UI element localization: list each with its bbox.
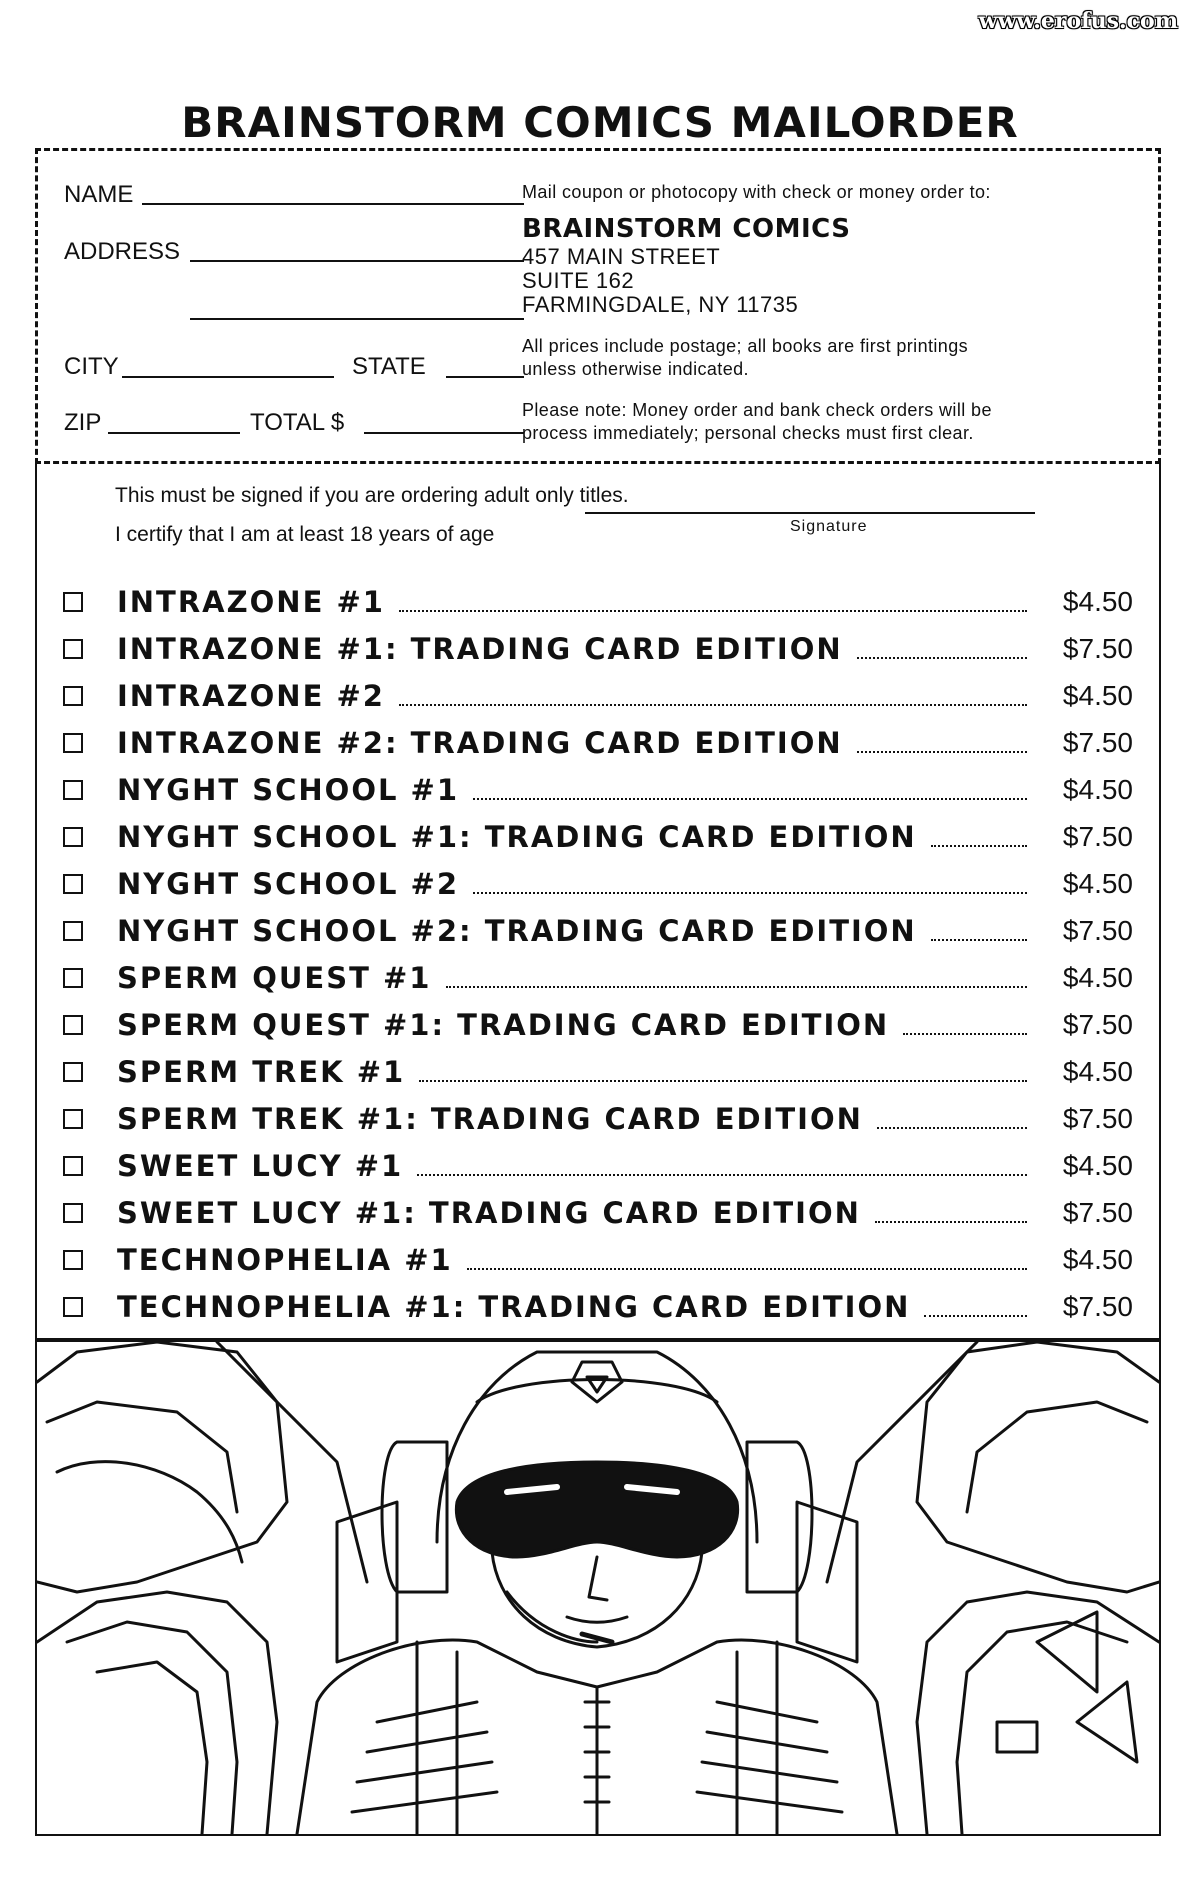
item-title: NYGHT SCHOOL #2: TRADING CARD EDITION [117,914,917,948]
item-title: SPERM QUEST #1: TRADING CARD EDITION [117,1008,890,1042]
item-title: NYGHT SCHOOL #1 [117,773,460,807]
order-checkbox[interactable] [63,686,83,706]
order-checkbox[interactable] [63,968,83,988]
item-title: SPERM QUEST #1 [117,961,432,995]
item-title: NYGHT SCHOOL #1: TRADING CARD EDITION [117,820,917,854]
order-item [63,723,1133,763]
leader-dots [473,798,1027,800]
order-checkbox[interactable] [63,733,83,753]
order-item [63,1099,1133,1139]
item-title: SWEET LUCY #1 [117,1149,404,1183]
leader-dots [924,1315,1027,1317]
address-field-line2[interactable] [190,318,524,320]
address-field-line1[interactable] [190,260,524,262]
leader-dots [857,657,1027,659]
order-item [63,817,1133,857]
order-checkbox[interactable] [63,874,83,894]
order-checkbox[interactable] [63,1297,83,1317]
order-item [63,1052,1133,1092]
state-label: STATE [352,353,426,380]
age-certification: I certify that I am at least 18 years of age [115,523,495,546]
order-item [63,676,1133,716]
item-price: $4.50 [1062,1056,1133,1087]
order-item [63,1193,1133,1233]
order-item [63,1287,1133,1327]
order-checkbox[interactable] [63,1203,83,1223]
item-price: $4.50 [1062,1244,1133,1275]
comic-illustration-panel [35,1340,1161,1836]
mail-instruction: Mail coupon or photocopy with check or money order to: [522,182,991,202]
leader-dots [417,1174,1027,1176]
item-price: $4.50 [1062,962,1133,993]
city-address: FARMINGDALE, NY 11735 [522,292,799,317]
leader-dots [399,704,1027,706]
item-title: INTRAZONE #2 [117,679,385,713]
item-price: $7.50 [1062,1197,1133,1228]
order-item [63,1005,1133,1045]
order-checkbox[interactable] [63,1109,83,1129]
address-label: ADDRESS [64,238,181,265]
page-title: BRAINSTORM COMICS MAILORDER [181,98,1019,147]
order-checkbox[interactable] [63,780,83,800]
order-item [63,958,1133,998]
item-price: $7.50 [1062,727,1133,758]
name-field[interactable] [142,203,524,205]
city-label: CITY [64,353,119,380]
item-price: $7.50 [1062,1103,1133,1134]
signature-label: Signature [790,518,868,535]
leader-dots [857,751,1027,753]
item-price: $4.50 [1062,868,1133,899]
city-field[interactable] [122,376,334,378]
order-item [63,629,1133,669]
order-checkbox[interactable] [63,639,83,659]
order-item [63,864,1133,904]
prices-note-line1: All prices include postage; all books are first printings [522,336,969,356]
item-price: $4.50 [1062,774,1133,805]
item-title: SWEET LUCY #1: TRADING CARD EDITION [117,1196,861,1230]
item-title: INTRAZONE #2: TRADING CARD EDITION [117,726,843,760]
state-field[interactable] [446,376,524,378]
item-price: $7.50 [1062,821,1133,852]
order-checkbox[interactable] [63,1015,83,1035]
order-checkbox[interactable] [63,1062,83,1082]
item-price: $4.50 [1062,680,1133,711]
item-price: $4.50 [1062,1150,1133,1181]
payment-note-line1: Please note: Money order and bank check orders will be [522,400,992,420]
leader-dots [446,986,1028,988]
suite-address: SUITE 162 [522,268,635,293]
item-price: $7.50 [1062,633,1133,664]
order-item [63,911,1133,951]
leader-dots [419,1080,1027,1082]
leader-dots [877,1127,1027,1129]
order-checkbox[interactable] [63,1250,83,1270]
item-title: SPERM TREK #1 [117,1055,406,1089]
payment-note-line2: process immediately; personal checks must first clear. [522,423,974,443]
item-price: $7.50 [1062,1009,1133,1040]
item-title: TECHNOPHELIA #1: TRADING CARD EDITION [117,1290,911,1324]
adult-notice: This must be signed if you are ordering adult only titles. [115,484,629,507]
total-label: TOTAL $ [250,409,345,436]
watermark: www.erofus.com [978,8,1178,34]
leader-dots [467,1268,1027,1270]
order-checkbox[interactable] [63,827,83,847]
leader-dots [931,939,1027,941]
item-title: TECHNOPHELIA #1 [117,1243,453,1277]
signature-field[interactable] [585,512,1035,514]
zip-field[interactable] [108,432,240,434]
leader-dots [931,845,1027,847]
order-item [63,770,1133,810]
order-checkbox[interactable] [63,921,83,941]
leader-dots [399,610,1027,612]
company-name: BRAINSTORM COMICS [522,214,851,244]
total-field[interactable] [364,432,524,434]
leader-dots [473,892,1027,894]
order-checkbox[interactable] [63,592,83,612]
leader-dots [875,1221,1027,1223]
item-price: $4.50 [1062,586,1133,617]
pilot-illustration [37,1342,1159,1834]
order-checkbox[interactable] [63,1156,83,1176]
order-item [63,582,1133,622]
item-title: SPERM TREK #1: TRADING CARD EDITION [117,1102,863,1136]
order-item [63,1146,1133,1186]
item-price: $7.50 [1062,1291,1133,1322]
item-title: INTRAZONE #1: TRADING CARD EDITION [117,632,843,666]
prices-note-line2: unless otherwise indicated. [522,359,749,379]
item-price: $7.50 [1062,915,1133,946]
zip-label: ZIP [64,409,102,436]
item-title: NYGHT SCHOOL #2 [117,867,460,901]
name-label: NAME [64,181,134,208]
leader-dots [903,1033,1027,1035]
item-title: INTRAZONE #1 [117,585,385,619]
order-item [63,1240,1133,1280]
street-address: 457 MAIN STREET [522,244,721,269]
